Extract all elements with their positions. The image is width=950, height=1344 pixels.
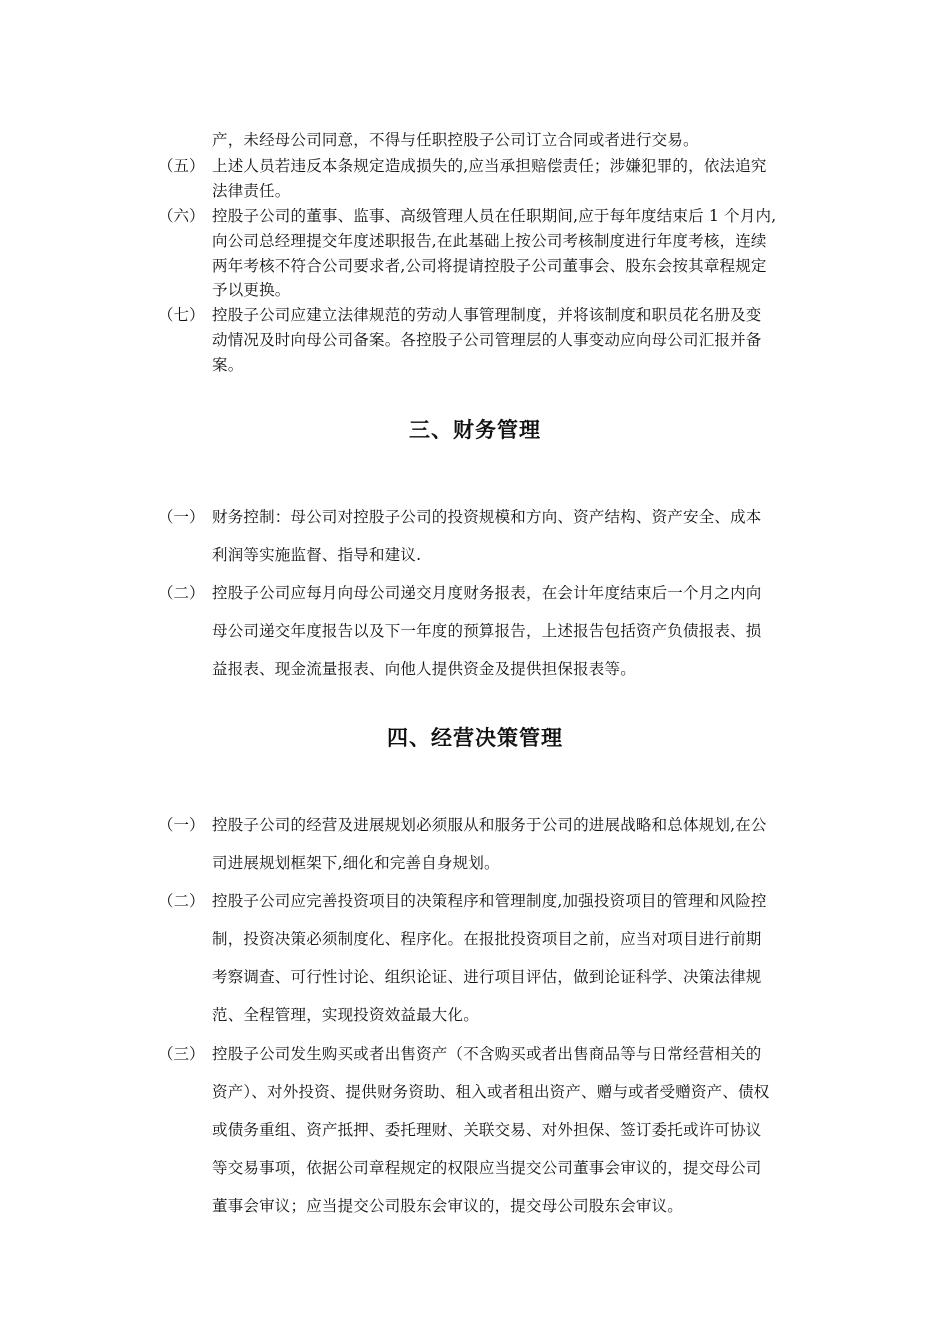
section-title-finance: 三、财务管理 (409, 418, 541, 442)
item-text-line: 控股子公司应完善投资项目的决策程序和管理制度,加强投资项目的管理和风险控 (212, 892, 767, 910)
item-number: （二） (158, 584, 205, 602)
item-text-line: 案。 (212, 356, 244, 374)
item-text-line: 司进展规划框架下,细化和完善自身规划。 (212, 854, 500, 872)
item-text-line: 法律责任。 (212, 182, 291, 200)
item-text-line: 向公司总经理提交年度述职报告,在此基础上按公司考核制度进行年度考核，连续 (212, 232, 767, 250)
item-text-line: 予以更换。 (212, 281, 291, 299)
item-text-line: 范、全程管理，实现投资效益最大化。 (212, 1006, 479, 1024)
item-text-line: 母公司递交年度报告以及下一年度的预算报告，上述报告包括资产负债报表、损 (212, 622, 762, 640)
item-number: （一） (158, 508, 205, 526)
item-text-line: 动情况及时向母公司备案。各控股子公司管理层的人事变动应向母公司汇报并备 (212, 331, 762, 349)
item-text-line: 考察调查、可行性讨论、组织论证、进行项目评估，做到论证科学、决策法律规 (212, 968, 762, 986)
item-text-line: 控股子公司应每月向母公司递交月度财务报表，在会计年度结束后一个月之内向 (212, 584, 762, 602)
continuation-text: 产，未经母公司同意，不得与任职控股子公司订立合同或者进行交易。 (212, 131, 699, 149)
item-text-line: 制，投资决策必须制度化、程序化。在报批投资项目之前，应当对项目进行前期 (212, 930, 762, 948)
item-text-line: 资产）、对外投资、提供财务资助、租入或者租出资产、赠与或者受赠资产、债权 (212, 1083, 770, 1101)
item-text-line: 控股子公司的董事、监事、高级管理人员在任职期间,应于每年度结束后 1 个月内, (212, 207, 777, 225)
item-number: （一） (158, 816, 205, 834)
item-text-line: 两年考核不符合公司要求者,公司将提请控股子公司董事会、股东会按其章程规定 (212, 257, 767, 275)
item-text-line: 财务控制：母公司对控股子公司的投资规模和方向、资产结构、资产安全、成本 (212, 508, 762, 526)
item-number: （七） (158, 306, 205, 324)
item-number: （六） (158, 207, 205, 225)
item-text-line: 控股子公司应建立法律规范的劳动人事管理制度，并将该制度和职员花名册及变 (212, 306, 762, 324)
item-text-line: 控股子公司的经营及进展规划必须服从和服务于公司的进展战略和总体规划,在公 (212, 816, 767, 834)
item-text-line: 利润等实施监督、指导和建议. (212, 546, 422, 564)
item-number: （二） (158, 892, 205, 910)
section-title-business-decision: 四、经营决策管理 (387, 726, 563, 750)
item-text-line: 等交易事项，依据公司章程规定的权限应当提交公司董事会审议的，提交母公司 (212, 1159, 762, 1177)
item-text-line: 益报表、现金流量报表、向他人提供资金及提供担保报表等。 (212, 660, 636, 678)
item-text-line: 上述人员若违反本条规定造成损失的,应当承担赔偿责任；涉嫌犯罪的，依法追究 (212, 157, 767, 175)
item-text-line: 控股子公司发生购买或者出售资产（不含购买或者出售商品等与日常经营相关的 (212, 1045, 762, 1063)
item-number: （五） (158, 157, 205, 175)
item-text-line: 董事会审议；应当提交公司股东会审议的，提交母公司股东会审议。 (212, 1197, 684, 1215)
item-number: （三） (158, 1045, 205, 1063)
item-text-line: 或债务重组、资产抵押、委托理财、关联交易、对外担保、签订委托或许可协议 (212, 1121, 762, 1139)
